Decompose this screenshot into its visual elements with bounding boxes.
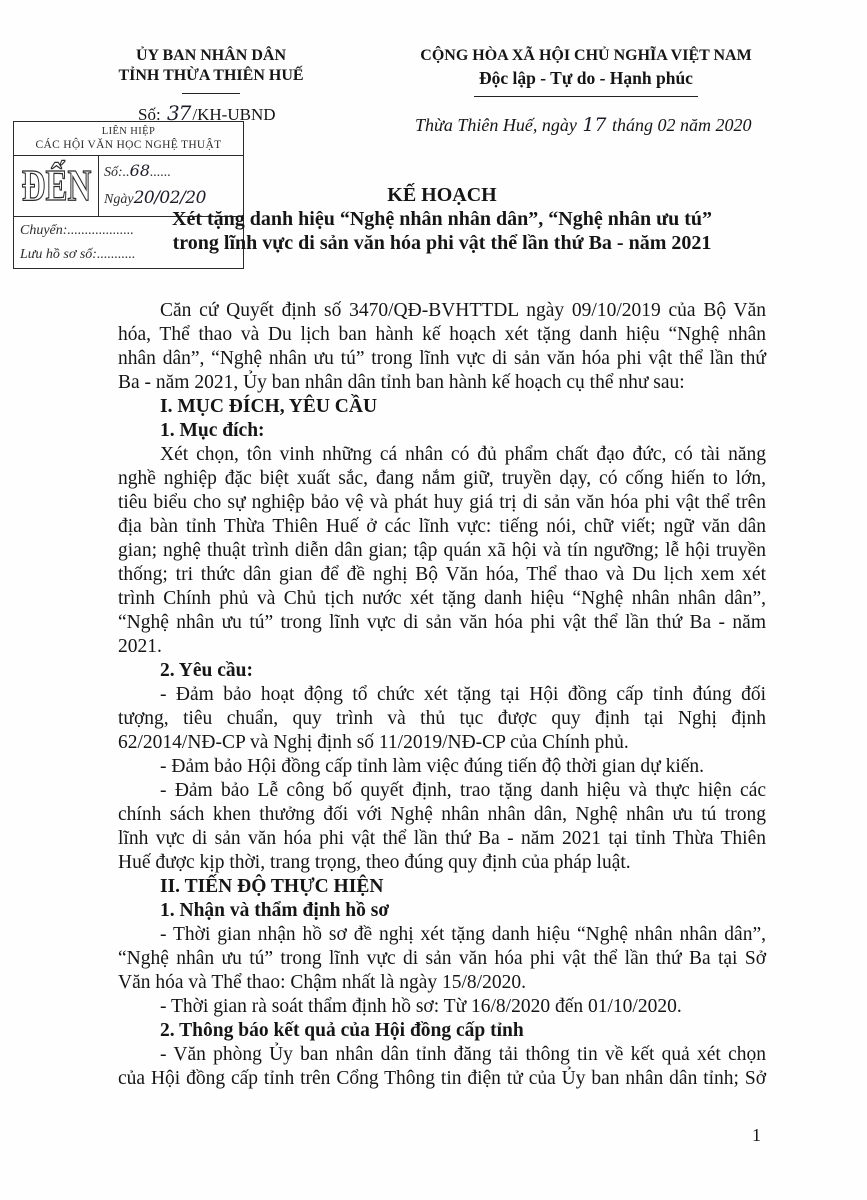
- body-line: chính sách khen thưởng đối với Nghệ nhân nhân dân, Nghệ nhân ưu tú trong: [118, 804, 766, 825]
- stamp-number: [104, 162, 171, 182]
- body-line: Căn cứ Quyết định số 3470/QĐ-BVHTTDL ngày 09/10/2019 của Bộ Văn: [160, 300, 766, 321]
- stamp-received-label: [14, 156, 98, 216]
- body-line: nghề nghiệp đặc biệt xuất sắc, đang nắm giữ, truyền dạy, có cống hiến to lớn,: [118, 468, 766, 489]
- body-line: “Nghệ nhân ưu tú” trong lĩnh vực di sản văn hóa phi vật thể lần thứ Ba - năm: [118, 612, 766, 633]
- national-title: CỘNG HÒA XÃ HỘI CHỦ NGHĨA VIỆT NAM: [420, 47, 752, 64]
- body-line: - Văn phòng Ủy ban nhân dân tỉnh đăng tải thông tin về kết quả xét chọn: [160, 1044, 766, 1065]
- document-type: KẾ HOẠCH: [387, 184, 497, 206]
- body-line: - Thời gian nhận hồ sơ đề nghị xét tặng danh hiệu “Nghệ nhân nhân dân”,: [160, 924, 766, 945]
- national-motto: Độc lập - Tự do - Hạnh phúc: [479, 68, 693, 88]
- body-line: Văn hóa và Thể thao: Chậm nhất là ngày 15/8/2020.: [118, 972, 526, 993]
- subsection-heading: 2. Thông báo kết quả của Hội đồng cấp tỉnh: [160, 1020, 524, 1041]
- body-line: Huế được kịp thời, trang trọng, theo đúng quy định của pháp luật.: [118, 852, 631, 873]
- stamp-number-dots: ......: [150, 165, 172, 180]
- place-and-date: [415, 113, 752, 137]
- body-line: - Đảm bảo Lễ công bố quyết định, trao tặng danh hiệu và thực hiện các: [160, 780, 766, 801]
- body-line: tượng, tiêu chuẩn, quy trình và thủ tục được quy định tại Nghị định: [118, 708, 766, 729]
- issuing-agency: [100, 46, 322, 86]
- body-line: nhân dân”, “Nghệ nhân ưu tú” trong lĩnh vực di sản văn hóa phi vật thể lần thứ: [118, 348, 766, 369]
- national-heading: [400, 46, 772, 90]
- document-number-code: /KH-UBND: [192, 105, 276, 124]
- stamp-file-field: Lưu hồ sơ số:...........: [20, 247, 136, 262]
- body-line: gian; nghệ thuật trình diễn dân gian; tập quán xã hội và tín ngưỡng; lễ hội truyền: [118, 540, 766, 561]
- body-line: “Nghệ nhân ưu tú” trong lĩnh vực di sản văn hóa phi vật thể lần thứ Ba tại Sở: [118, 948, 766, 969]
- page-number: 1: [752, 1125, 761, 1145]
- stamp-org-line1: LIÊN HIỆP: [101, 126, 156, 137]
- document-title: [118, 183, 766, 255]
- agency-province: TỈNH THỪA THIÊN HUẾ: [118, 67, 304, 84]
- body-line: Ba - năm 2021, Ủy ban nhân dân tỉnh ban hành kế hoạch cụ thể như sau:: [118, 372, 685, 393]
- body-line: trình Chính phủ và Chủ tịch nước xét tặng danh hiệu “Nghệ nhân nhân dân”,: [118, 588, 766, 609]
- body-line: - Đảm bảo hoạt động tổ chức xét tặng tại Hội đồng cấp tỉnh đúng đối: [160, 684, 766, 705]
- body-line: lĩnh vực di sản văn hóa phi vật thể lần thứ Ba - năm 2021 tại tỉnh Thừa Thiên: [118, 828, 766, 849]
- motto-underline: [474, 96, 698, 97]
- stamp-date-label: Ngày: [104, 192, 134, 207]
- body-line: - Thời gian rà soát thẩm định hồ sơ: Từ 16/8/2020 đến 01/10/2020.: [160, 996, 682, 1017]
- place-date-prefix: Thừa Thiên Huế, ngày: [415, 115, 577, 135]
- body-line: Xét chọn, tôn vinh những cá nhân có đủ phẩm chất đạo đức, có tài năng: [160, 444, 766, 465]
- subsection-heading: 1. Mục đích:: [160, 420, 265, 441]
- body-line: hóa, Thể thao và Du lịch ban hành kế hoạch xét tặng danh hiệu “Nghệ nhân: [118, 324, 766, 345]
- body-line: 62/2014/NĐ-CP và Nghị định số 11/2019/NĐ-CP của Chính phủ.: [118, 732, 629, 753]
- document-body: [118, 299, 766, 1091]
- body-line: của Hội đồng cấp tỉnh trên Cổng Thông tin điện tử của Ủy ban nhân dân tỉnh; Sở: [118, 1068, 766, 1089]
- date-day-handwritten: 17: [582, 114, 607, 136]
- body-line: - Đảm bảo Hội đồng cấp tỉnh làm việc đúng tiến độ thời gian dự kiến.: [160, 756, 705, 777]
- body-line: địa bàn tỉnh Thừa Thiên Huế ở các lĩnh vực: tiếng nói, chữ viết; ngữ văn dân: [118, 516, 766, 537]
- subsection-heading: 1. Nhận và thẩm định hồ sơ: [160, 900, 390, 921]
- agency-underline: [182, 93, 240, 94]
- agency-name: ỦY BAN NHÂN DÂN: [135, 47, 287, 64]
- stamp-number-handwritten: 68: [129, 161, 151, 180]
- stamp-date-handwritten: 20/02/20: [133, 188, 206, 208]
- subsection-heading: 2. Yêu cầu:: [160, 660, 253, 681]
- document-number-label: Số:: [138, 105, 161, 124]
- body-line: thống; tri thức dân gian để đề nghị Bộ Văn hóa, Thể thao và Du lịch xem xét: [118, 564, 766, 585]
- stamp-den-text: ĐẾN: [21, 161, 91, 210]
- date-rest: tháng 02 năm 2020: [612, 115, 752, 135]
- section-heading: I. MỤC ĐÍCH, YÊU CẦU: [160, 396, 378, 417]
- subject-line: Xét tặng danh hiệu “Nghệ nhân nhân dân”, “Nghệ nhân ưu tú”: [172, 208, 712, 230]
- stamp-org-line2: CÁC HỘI VĂN HỌC NGHỆ THUẬT: [35, 139, 222, 151]
- stamp-divider-vertical: [98, 156, 99, 216]
- subject-line: trong lĩnh vực di sản văn hóa phi vật thể lần thứ Ba - năm 2021: [172, 232, 712, 254]
- section-heading: II. TIẾN ĐỘ THỰC HIỆN: [160, 876, 384, 897]
- body-line: tiêu biểu cho sự nghiệp bảo vệ và phát huy giá trị di sản văn hóa phi vật thể trên: [118, 492, 766, 513]
- body-line: 2021.: [118, 636, 162, 657]
- document-number-handwritten: 37: [166, 101, 191, 125]
- stamp-number-label: Số:..: [104, 165, 130, 180]
- stamp-forward-field: Chuyển:...................: [20, 223, 134, 238]
